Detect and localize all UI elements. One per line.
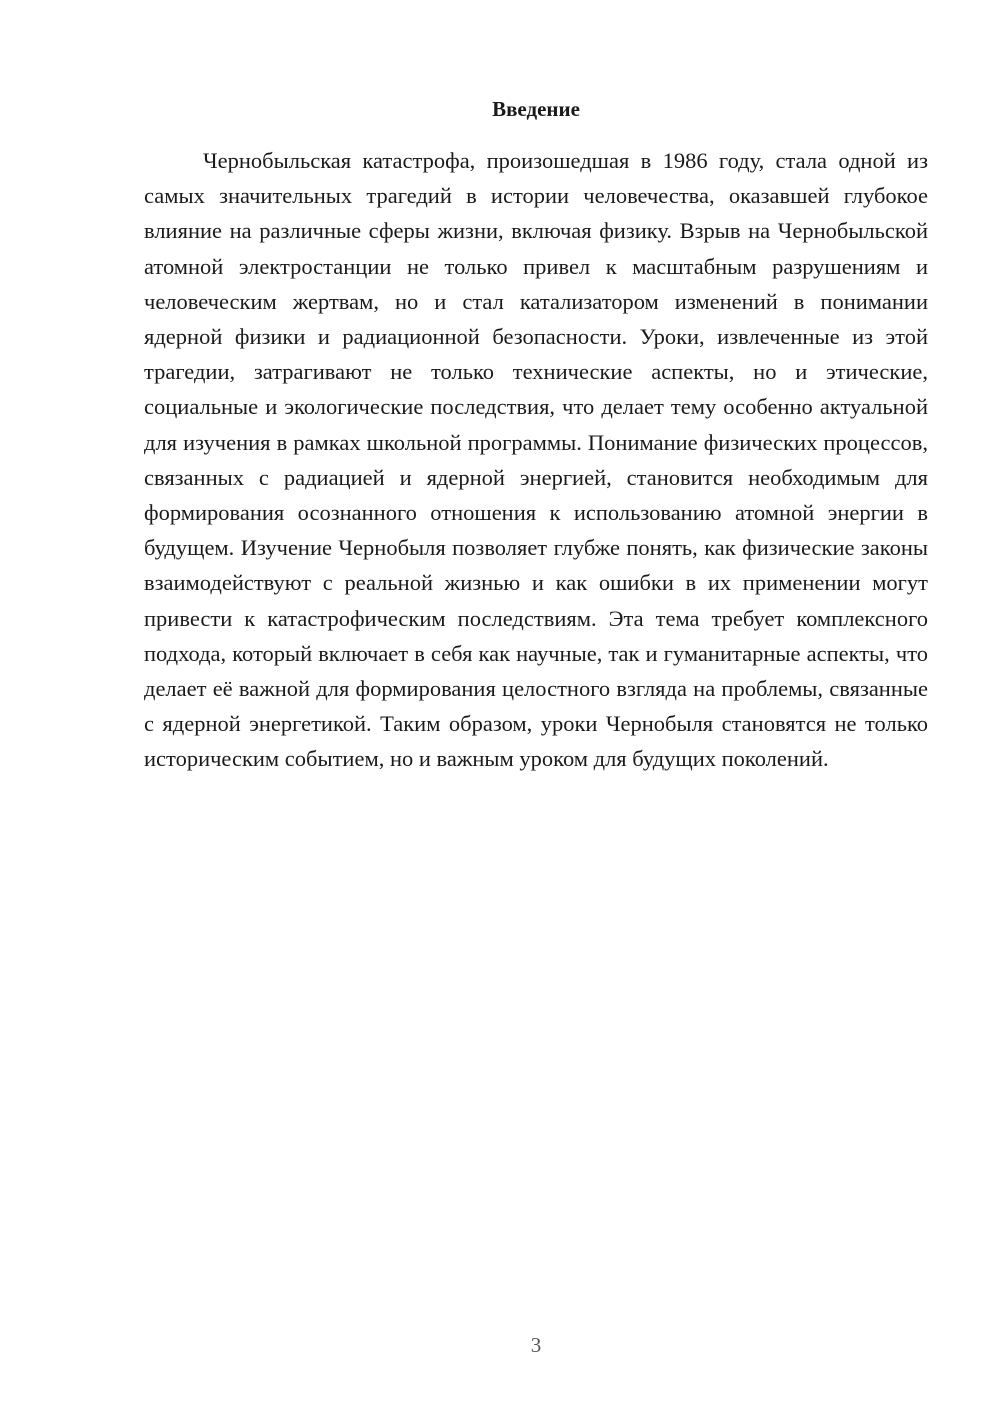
section-heading: Введение: [492, 97, 580, 121]
page-number: 3: [530, 1333, 542, 1357]
body-paragraph: Чернобыльская катастрофа, произошедшая в 1986 году, стала одной из самых значительных трагедий в истории человечества, оказавшей глубокое влияние на различные сферы жизни, включая физику. Взрыв на Чернобыльской атомной электростанции не только привел к масштабным разрушениям и человеческим жертвам, но и стал катализатором изменений в понимании ядерной физики и радиационной безопасности. Уроки, извлеченные из этой трагедии, затрагивают не только технические аспекты, но и этические, социальные и экологические последствия, что делает тему особенно актуальной для изучения в рамках школьной программы. Понимание физических процессов, связанных с радиацией и ядерной энергией, становится необходимым для формирования осознанного отношения к использованию атомной энергии в будущем. Изучение Чернобыля позволяет глубже понять, как физические законы взаимодействуют с реальной жизнью и как ошибки в их применении могут привести к катастрофическим последствиям. Эта тема требует комплексного подхода, который включает в себя как научные, так и гуманитарные аспекты, что делает её важной для формирования целостного взгляда на проблемы, связанные с ядерной энергетикой. Таким образом, уроки Чернобыля становятся не только историческим событием, но и важным уроком для будущих поколений.: [144, 148, 928, 772]
